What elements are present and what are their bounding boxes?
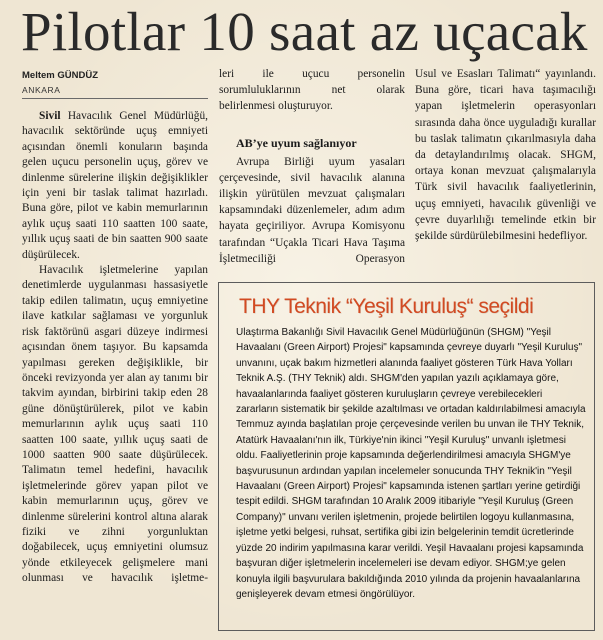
paragraph: Havacılık işletmelerine yapılan denetimlerde uygulanması hassasiyetle takip edilen talimatın, uçuş emniyetine ilave katkılar sağlaması ve yorgunluk risk faktörünü asgari düzeye indirmesi açısından önem taşıyor. Bu kapsamda yapılması gereken değişiklikle, bir önceki revizyonda yer alan ay tanımı bir takvim ayından, birbirini takip eden 28 güne dönüştürülerek, pilot ve kabin memurlarının aylık uçuş saati 110 saatten 100 saate, yıllık uçuş saati de 1000 saatten 900 saate düşürülecek. Talimatın temel hedefini, havacılık işletmelerinde görev yapan pilot ve kabin memurlarının uçuş, görev ve dinlenme sürelerini kontrol altına alarak fiziki ve zihni yorgunluktan doğabilecek, uçuş emniyetini olumsuz yönde etkileyecek gelişmelere mani olunması ve havacılık işletme- (22, 264, 208, 585)
sidebar-body: Ulaştırma Bakanlığı Sivil Havacılık Genel Müdürlüğünün (SHGM) "Yeşil Havaalanı (Green Airport) Projesi" kapsamında çevreye duyarlı "Yeşil Kuruluş" unvanını, uçak bakım hizmetleri alanında faaliyet gösteren Türk Hava Yolları Teknik A.Ş. (THY Teknik) aldı. SHGM'den yapılan yazılı açıklamaya göre, havaalanlarında faaliyet gösteren kuruluşların çevreye verebilecekleri zararların sistematik bir şekilde azaltılması ve ortadan kaldırılabilmesi amacıyla Temmuz ayında başlatılan proje çerçevesinde verilen bu unvan ile THY Teknik, Atatürk Havaalanı'nın ilk, Türkiye'nin ikinci "Yeşil Kuruluş" unvanlı işletmesi oldu. Faaliyetlerinin proje kapsamında değerlendirilmesi amacıyla SHGM'ye başvurusunun ardından yapılan incelemeler sonucunda THY Teknik'in "Yeşil Havaalanı (Green Airport) Projesi" kapsamında istenen şartları yerine getirdiği tespit edildi. SHGM tarafından 10 Aralık 2009 itibariyle "Yeşil Kuruluş (Green Company)" unvanı verilen işletmenin, projede belirtilen logoyu kullanmasına, işletme yetki belgesi, ruhsat, sertifika gibi izin belgelerinin temdit ücretlerinde yüzde 20 indirim yapılmasına karar verildi. Yeşil Havaalanı projesi kapsamında başvuran diğer işletmelerin incelemeleri ise devam ediyor. SHGM;ye gelen konuyla ilgili başvurulara bakıldığında 2010 yılında da projenin havaalanlarına genişleyerek devam etmesi öngörülüyor. (236, 327, 586, 600)
paragraph-continuation: leri ile uçucu personelin sorumluluklarının net olarak belirlenmesi oluşturuyor. (219, 68, 405, 113)
paragraph: Avrupa Birliği uyum yasaları çerçevesinde, sivil havacılık alanına ilişkin yürütülen mevzuat çalışmaları kapsamındaki düzenlemeler, adım adım hayata geçiriliyor. Avrupa Komisyonu tarafından “Uçakla Ticari Hava Taşıma İşletmeciliği Operasyon (219, 155, 405, 265)
article-column-3 (415, 66, 596, 244)
sidebar-headline: THY Teknik “Yeşil Kuruluş“ seçildi (239, 295, 534, 318)
paragraph (22, 109, 208, 263)
byline-rule (22, 98, 208, 99)
section-subhead: AB’ye uyum sağlanıyor (236, 135, 357, 150)
sidebar-box (218, 282, 595, 631)
byline-author: Meltem GÜNDÜZ (22, 70, 99, 81)
byline-location: ANKARA (22, 85, 61, 95)
paragraph-text: Havacılık Genel Müdürlüğü, havacılık sektöründe uçuş emniyeti açısından önemli konuların başında gelen uçucu personelin uçuş, görev ve dinlenme sürelerine ilişkin değişiklikler için yeni bir taslak talimat hazırladı. Buna göre, pilot ve kabin memurlarının aylık uçuş saati 110 saatten 100 saate, yıllık uçuş saati de bin saatten 900 saate düşürülecek. (22, 110, 208, 261)
article-column-1 (22, 109, 208, 587)
paragraph-continuation: Usul ve Esasları Talimatı“ yayınlandı. Buna göre, ticari hava taşımacılığı yapan işletmelerin operasyonları sırasında daha önce uyguladığı kurallar bu taslak talimatın çıkarılmasıyla daha da detaylandırılmış olacak. SHGM, ortaya konan mevzuat çalışmalarıyla Türk sivil havacılık faaliyetlerinin, uçuş emniyeti, havacılık güvenliği ve çevre duyarlılığı temelinde etkin bir şekilde sürdürülebilmesini hedefliyor. (415, 68, 596, 243)
article-headline: Pilotlar 10 saat az uçacak (21, 1, 588, 62)
article-column-2 (219, 66, 405, 267)
lead-word: Sivil (39, 110, 61, 122)
